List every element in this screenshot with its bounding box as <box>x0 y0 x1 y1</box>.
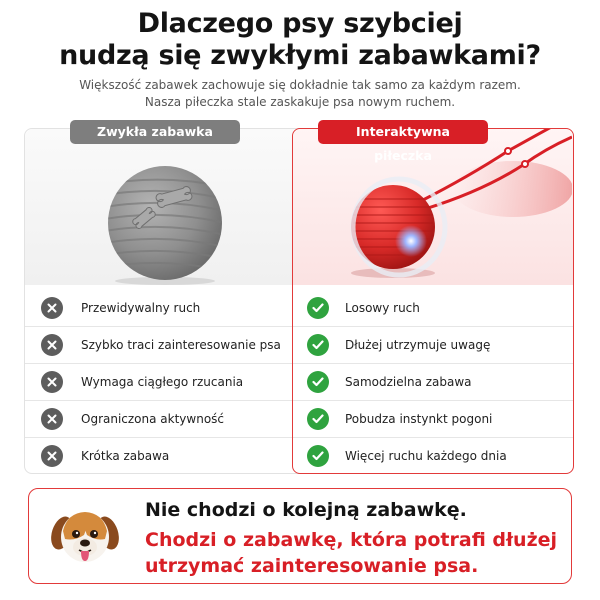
regular-toy-item-label: Krótka zabawa <box>81 449 170 463</box>
regular-toy-item-label: Ograniczona aktywność <box>81 412 225 426</box>
interactive-ball-item-label: Więcej ruchu każdego dnia <box>345 449 507 463</box>
callout-headline: Nie chodzi o kolejną zabawkę. <box>145 499 467 521</box>
checkmark-icon <box>307 445 329 467</box>
regular-toy-item-label: Wymaga ciągłego rzucania <box>81 375 244 389</box>
regular-toy-label: Zwykła zabawka <box>70 120 240 144</box>
regular-toy-item <box>25 326 305 363</box>
regular-toy-item-label: Szybko traci zainteresowanie psa <box>81 338 281 352</box>
interactive-ball-item <box>293 363 573 400</box>
x-icon <box>41 445 63 467</box>
checkmark-icon <box>307 334 329 356</box>
regular-toy-item <box>25 363 305 400</box>
title-line-2: nudzą się zwykłymi zabawkami? <box>59 40 541 71</box>
interactive-ball-item <box>293 289 573 326</box>
interactive-ball-item <box>293 326 573 363</box>
callout-highlight: Chodzi o zabawkę, która potrafi dłużej utrzymać zainteresowanie psa. <box>145 529 558 577</box>
regular-toy-item <box>25 437 305 474</box>
regular-toy-item <box>25 400 305 437</box>
regular-toy-item-label: Przewidywalny ruch <box>81 300 201 315</box>
interactive-ball-label: Interaktywna piłeczka <box>318 120 488 144</box>
regular-toy-item <box>25 289 305 326</box>
page-title <box>0 8 600 72</box>
bottom-callout <box>28 488 572 584</box>
regular-toy-column <box>24 128 306 474</box>
checkmark-icon <box>307 371 329 393</box>
interactive-ball-item <box>293 437 573 474</box>
checkmark-icon <box>307 408 329 430</box>
x-icon <box>41 297 63 319</box>
interactive-ball-column <box>292 128 574 474</box>
subtitle-line-2: Nasza piłeczka stale zaskakuje psa nowym ruchem. <box>144 95 456 109</box>
checkmark-icon <box>307 297 329 319</box>
interactive-ball-list <box>293 289 573 474</box>
interactive-ball-item-label: Losowy ruch <box>345 300 420 315</box>
regular-toy-image-area <box>25 129 305 285</box>
title-line-1: Dlaczego psy szybciej <box>137 8 463 39</box>
gray-ball-image <box>25 129 307 285</box>
subtitle-line-1: Większość zabawek zachowuje się dokładnie tak samo za każdym razem. <box>79 78 521 92</box>
interactive-ball-item-label: Samodzielna zabawa <box>345 375 472 389</box>
interactive-ball-item-label: Pobudza instynkt pogoni <box>345 412 493 426</box>
page-subtitle <box>0 77 600 111</box>
interactive-ball-item <box>293 400 573 437</box>
regular-toy-list <box>25 289 305 474</box>
interactive-ball-image-area <box>293 129 573 285</box>
x-icon <box>41 334 63 356</box>
x-icon <box>41 371 63 393</box>
red-ball-image <box>293 129 572 285</box>
dog-face-icon <box>49 501 121 573</box>
x-icon <box>41 408 63 430</box>
interactive-ball-item-label: Dłużej utrzymuje uwagę <box>345 338 491 352</box>
